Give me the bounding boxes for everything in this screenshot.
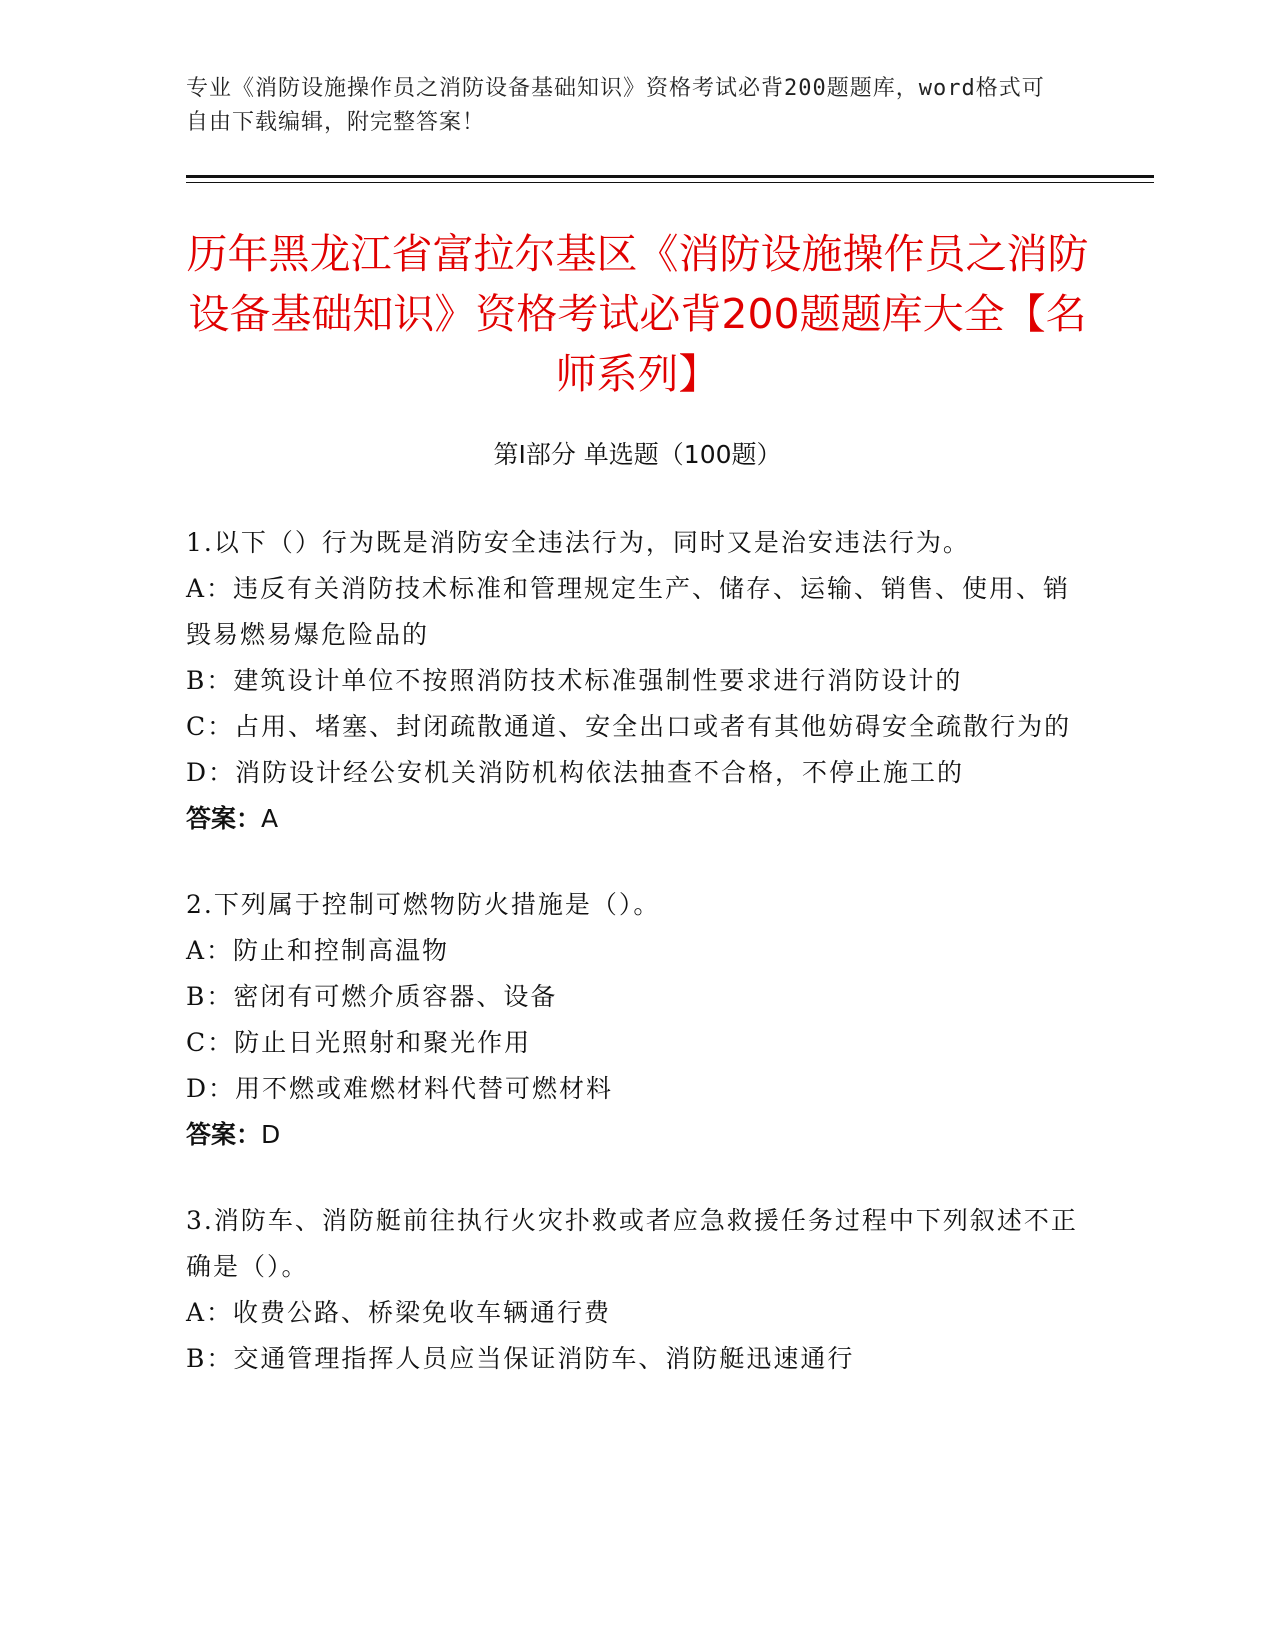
question-stem: 3.消防车、消防艇前往执行火灾扑救或者应急救援任务过程中下列叙述不正确是（）。: [186, 1206, 1078, 1281]
answer-value: A: [261, 804, 279, 833]
header-divider-thick: [186, 175, 1154, 178]
question-3: [186, 1198, 1086, 1382]
section-title: 第Ⅰ部分 单选题（100题）: [493, 440, 782, 469]
option-a: A：违反有关消防技术标准和管理规定生产、储存、运输、销售、使用、销毁易燃易爆危险品的: [186, 574, 1071, 649]
option-d: D：消防设计经公安机关消防机构依法抽查不合格，不停止施工的: [186, 758, 965, 787]
document-title: 历年黑龙江省富拉尔基区《消防设施操作员之消防设备基础知识》资格考试必背200题题库大全【名师系列】: [186, 230, 1089, 398]
header-divider-thin: [186, 182, 1154, 183]
answer-line: [186, 796, 1086, 842]
option-d: D：用不燃或难燃材料代替可燃材料: [186, 1074, 614, 1103]
question-stem: 1.以下（）行为既是消防安全违法行为，同时又是治安违法行为。: [186, 528, 970, 557]
answer-label: 答案：: [186, 1120, 262, 1149]
question-1: [186, 520, 1086, 842]
option-c: C：占用、堵塞、封闭疏散通道、安全出口或者有其他妨碍安全疏散行为的: [186, 712, 1072, 741]
question-list: [186, 520, 1086, 1422]
question-stem: 2.下列属于控制可燃物防火措施是（）。: [186, 890, 661, 919]
option-c: C：防止日光照射和聚光作用: [186, 1028, 532, 1057]
answer-label: 答案：: [186, 804, 262, 833]
option-a: A：防止和控制高温物: [186, 936, 450, 965]
option-a: A：收费公路、桥梁免收车辆通行费: [186, 1298, 612, 1327]
answer-value: D: [261, 1120, 281, 1149]
question-2: [186, 882, 1086, 1158]
answer-line: [186, 1112, 1086, 1158]
option-b: B：建筑设计单位不按照消防技术标准强制性要求进行消防设计的: [186, 666, 963, 695]
option-b: B：密闭有可燃介质容器、设备: [186, 982, 558, 1011]
option-b: B：交通管理指挥人员应当保证消防车、消防艇迅速通行: [186, 1344, 855, 1373]
header-note: 专业《消防设施操作员之消防设备基础知识》资格考试必背200题题库，word格式可自由下载编辑，附完整答案！: [186, 76, 1045, 135]
